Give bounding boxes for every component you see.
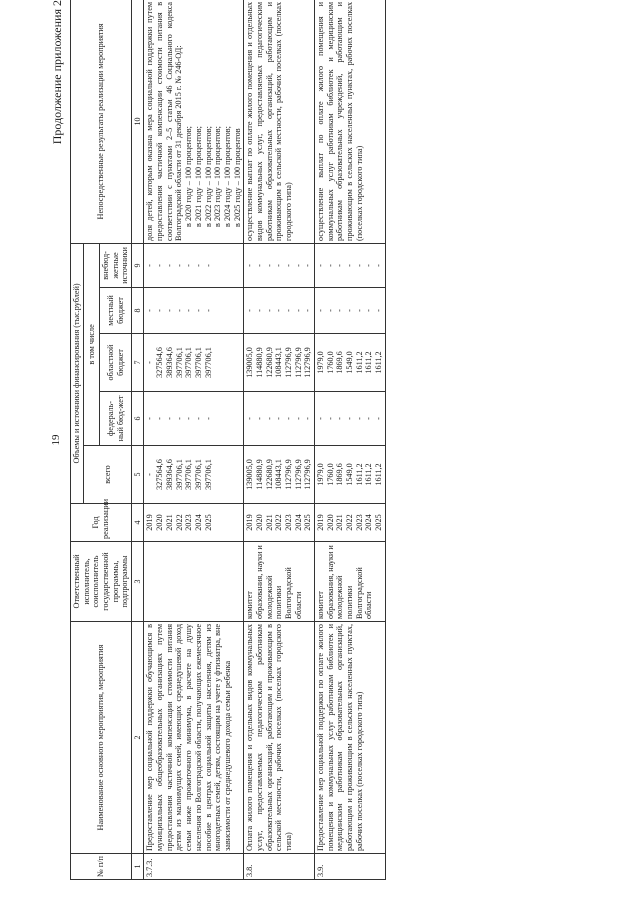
amount-value: - [293,264,303,267]
amount-value: - [245,264,255,267]
column-number: 10 [132,0,144,243]
column-number: 3 [132,542,144,622]
result-text: доля детей, которым оказана мера социальной поддержки путем предоставления частичной компенсации стоимости питания в соответствии с пунктами 2–5 статьи 46 Социального кодекса Волгоградской области от 31 декабря 2015 г. № 246-ОД: [145,1,184,241]
amount-value: - [354,417,364,420]
amount-value: - [174,417,184,420]
amount-value: - [264,417,274,420]
header-federal: федераль-ный бюд-жет [100,392,132,446]
amount-value: - [335,417,345,420]
amount-value: 112796,9 [293,347,303,378]
year-list [315,504,386,542]
amount-value: 108443,1 [274,459,284,490]
amount-value: 1611,2 [374,351,384,374]
year-value: 2021 [335,514,345,531]
amount-offbudget [315,243,386,287]
result-list-item: в 2024 году – 100 процентов; [222,126,232,227]
year-value: 2021 [164,514,174,531]
amount-value: 397706,1 [193,459,203,490]
amount-value: 1611,2 [374,463,384,486]
amount-value: - [155,264,165,267]
amount-value: - [374,264,384,267]
amount-total [315,446,386,504]
amount-value: 112796,9 [303,347,313,378]
year-value: 2022 [174,514,184,531]
amount-value: - [354,309,364,312]
amount-value: - [164,309,174,312]
amount-value: - [254,309,264,312]
amount-value: - [264,309,274,312]
page-number: 19 [50,434,62,446]
amount-value: - [374,417,384,420]
amount-value: - [155,417,165,420]
amount-value: - [283,309,293,312]
header-regional: областной бюджет [100,334,132,392]
amount-value: - [203,309,213,312]
amount-value: - [303,417,313,420]
year-value: 2020 [155,514,165,531]
year-value: 2024 [293,514,303,531]
header-local: местный бюджет [100,288,132,334]
result-text: осуществление выплат по оплате жилого помещения и отдельных видов коммунальных услуг, предоставляемых педагогическим работникам образовательных организаций, работающим и проживающим в сельской местности, рабочих поселках (поселках городского типа) [245,1,293,241]
amount-value: - [145,361,155,364]
amount-value: 397706,1 [184,347,194,378]
amount-value: 1979,0 [316,351,325,374]
amount-value: - [274,309,284,312]
result-list-item: в 2022 году – 100 процентов; [203,126,213,227]
amount-value: 1869,6 [335,463,345,486]
amount-value: - [184,417,194,420]
amount-value: - [245,309,255,312]
amount-total [244,446,315,504]
amount-value: - [335,264,345,267]
amount-local [244,288,315,334]
year-value: 2020 [254,514,264,531]
column-number: 2 [132,622,144,854]
program-measures-table [70,0,386,880]
amount-value: 397706,1 [193,347,203,378]
amount-regional [244,334,315,392]
amount-value: - [184,264,194,267]
amount-value: 112796,9 [283,459,293,490]
amount-value: - [193,309,203,312]
amount-value: - [164,264,174,267]
amount-value: 122680,9 [264,347,274,378]
amount-value: - [145,309,155,312]
amount-value: - [364,417,374,420]
amount-value: 389364,6 [164,459,174,490]
amount-value: - [193,417,203,420]
amount-value: - [164,417,174,420]
amount-value: - [303,264,313,267]
measure-name: Оплата жилого помещения и отдельных видов коммунальных услуг, предоставляемых педагогическим работникам образовательных организаций, работающим и проживающим в сельской местности, рабочих поселках (поселках городского типа) [244,622,315,854]
header-result: Непосредственные результаты реализации мероприятия [71,0,132,243]
amount-value: 1760,0 [325,351,335,374]
year-value: 2024 [364,514,374,531]
amount-value: - [203,264,213,267]
amount-value: - [174,309,184,312]
row-number: 3.7.3. [144,854,244,880]
amount-value: - [354,264,364,267]
amount-value: 397706,1 [203,347,213,378]
column-number: 9 [132,243,144,287]
year-value: 2025 [203,514,213,531]
header-year: Год реализации [71,504,132,542]
header-including: в том числе [83,243,99,445]
year-value: 2021 [264,514,274,531]
column-number: 1 [132,854,144,880]
year-value: 2023 [354,514,364,531]
amount-value: - [316,417,325,420]
amount-value: - [254,417,264,420]
amount-value: 112796,9 [303,459,313,490]
result-list-item: в 2021 году – 100 процентов; [193,126,203,227]
amount-local [315,288,386,334]
amount-value: 1549,0 [345,351,355,374]
amount-value: 327564,6 [155,459,165,490]
table-row [244,0,315,880]
result-list-item: в 2023 году – 100 процентов; [213,126,223,227]
rotated-document-sheet [50,0,610,880]
amount-total [144,446,244,504]
year-value: 2020 [325,514,335,531]
amount-value: - [364,264,374,267]
result-list-item: в 2025 году – 100 процентов [232,128,242,227]
result-text: осуществление выплат по оплате жилого помещения и коммунальных услуг работникам библиотек и медицинским работникам образовательных учреждений, работающим и проживающим в сельских населенных пунктах, рабочих поселках (поселках городского типа) [316,1,364,241]
amount-value: 397706,1 [174,347,184,378]
year-value: 2019 [316,514,325,531]
header-responsible: Ответственный исполнитель, соисполнитель государственной программы, подпрограммы [71,542,132,622]
amount-value: 397706,1 [184,459,194,490]
amount-value: 1979,0 [316,463,325,486]
column-number-row [132,0,144,880]
amount-value: - [303,309,313,312]
header-offbudget: внебюд-жетные источники [100,243,132,287]
amount-value: - [264,264,274,267]
amount-value: - [293,309,303,312]
amount-value: - [345,309,355,312]
amount-value: 1760,0 [325,463,335,486]
amount-value: 1611,2 [354,463,364,486]
year-value: 2022 [274,514,284,531]
amount-value: 1869,6 [335,351,345,374]
responsible-executor: комитет образования, науки и молодежной политики Волгоградской области [315,542,386,622]
result-cell [144,0,244,243]
year-value: 2023 [283,514,293,531]
amount-value: 139005,0 [245,347,255,378]
amount-value: - [374,309,384,312]
amount-value: - [325,264,335,267]
amount-value: 139005,0 [245,459,255,490]
amount-value: - [245,417,255,420]
year-value: 2024 [193,514,203,531]
column-number: 7 [132,334,144,392]
amount-value: 122680,9 [264,459,274,490]
responsible-executor [144,542,244,622]
amount-value: - [316,309,325,312]
measure-name: Предоставление мер социальной поддержки по оплате жилого помещения и коммунальных услуг работникам библиотек и медицинским работникам образовательных организаций, работающим и проживающим в сельских населенных пунктах, рабочих поселках (поселках городского типа) [315,622,386,854]
amount-value: - [283,264,293,267]
amount-local [144,288,244,334]
amount-value: 1611,2 [354,351,364,374]
amount-value: - [155,309,165,312]
amount-federal [244,392,315,446]
amount-value: 1611,2 [364,351,374,374]
amount-value: - [203,417,213,420]
amount-value: - [335,309,345,312]
year-value: 2025 [303,514,313,531]
amount-value: 112796,9 [283,347,293,378]
amount-value: - [325,309,335,312]
amount-value: 397706,1 [203,459,213,490]
amount-value: - [254,264,264,267]
row-number: 3.9. [315,854,386,880]
row-number: 3.8. [244,854,315,880]
amount-value: - [325,417,335,420]
responsible-executor: комитет образования, науки и молодежной политики Волгоградской области [244,542,315,622]
amount-value: - [283,417,293,420]
amount-value: - [145,417,155,420]
header-num: № п/п [71,854,132,880]
header-name: Наименование основного мероприятия, мероприятия [71,622,132,854]
year-list [244,504,315,542]
amount-offbudget [244,243,315,287]
result-cell [315,0,386,243]
year-list [144,504,244,542]
amount-value: 108443,1 [274,347,284,378]
amount-value: - [364,309,374,312]
continuation-title: Продолжение приложения 2 [50,0,64,145]
amount-value: - [184,309,194,312]
amount-value: 114880,9 [254,347,264,378]
column-number: 5 [132,446,144,504]
amount-value: - [293,417,303,420]
amount-value: - [145,473,155,476]
amount-value: 327564,6 [155,347,165,378]
year-value: 2023 [184,514,194,531]
amount-value: - [193,264,203,267]
table-row [144,0,244,880]
amount-value: - [274,417,284,420]
amount-value: - [345,417,355,420]
measure-name: Предоставление мер социальной поддержки обучающимся в муниципальных общеобразовательных организациях путем предоставления частичной компенсации стоимости питания детям из малоимущих семей, имеющих среднедушевой доход семьи ниже прожиточного минимума, в расчете на душу населения по Волгоградской области, получающих ежемесячное пособие в центрах социальной защиты населения, детям из многодетных семей, детям, состоящим на учете у фтизиатра, вне зависимости от среднедушевого дохода семьи ребенка [144,622,244,854]
amount-regional [144,334,244,392]
result-cell [244,0,315,243]
column-number: 6 [132,392,144,446]
header-total: всего [83,446,131,504]
amount-value: - [274,264,284,267]
amount-federal [315,392,386,446]
column-number: 8 [132,288,144,334]
year-value: 2022 [345,514,355,531]
amount-value: 112796,9 [293,459,303,490]
header-funding-group: Объемы и источники финансирования (тыс.рублей) [71,243,84,503]
amount-value: 1611,2 [364,463,374,486]
amount-value: 114880,9 [254,459,264,490]
amount-value: 397706,1 [174,459,184,490]
amount-value: - [345,264,355,267]
amount-value: 1549,0 [345,463,355,486]
year-value: 2025 [374,514,384,531]
table-row [315,0,386,880]
amount-regional [315,334,386,392]
amount-value: - [316,264,325,267]
year-value: 2019 [245,514,255,531]
year-value: 2019 [145,514,155,531]
amount-offbudget [144,243,244,287]
amount-value: - [145,264,155,267]
column-number: 4 [132,504,144,542]
amount-value: 389364,6 [164,347,174,378]
result-list-item: в 2020 году – 100 процентов; [184,126,194,227]
amount-value: - [174,264,184,267]
amount-federal [144,392,244,446]
